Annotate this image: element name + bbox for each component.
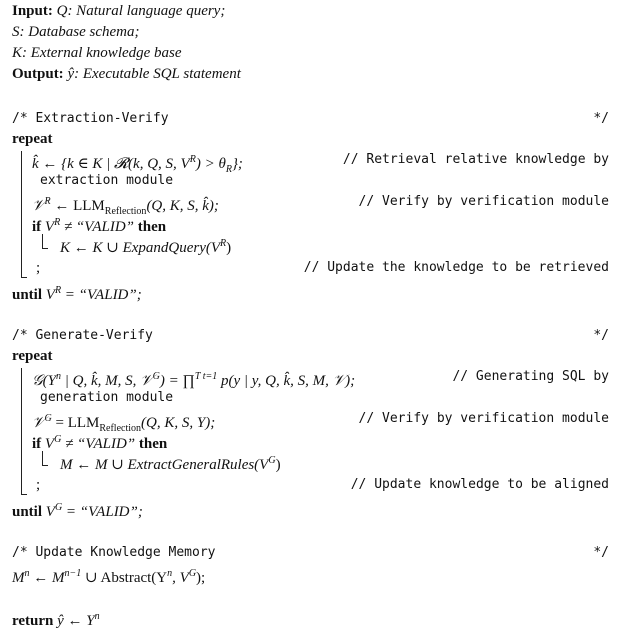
extraction-verify: 𝒱$^R$ ← $LLM_{Reflection}(Q$, K, S, k̂);: [32, 196, 219, 217]
generate-if: if $V^G$ ≠ “VALID” then: [32, 434, 168, 452]
generate-model-comment: // Generating SQL by: [452, 369, 609, 384]
output-text: ŷ: Executable SQL statement: [67, 66, 241, 82]
extraction-retrieve: k̂ ← {k ∈ K | 𝓡(k, Q, S, $V^R) > \theta_R$};: [32, 154, 243, 175]
knowledge-line: K: External knowledge base: [12, 45, 182, 61]
extraction-retrieve-comment-cont: extraction module: [40, 173, 174, 188]
generate-scope-bar: [21, 368, 22, 494]
schema-line: S: Database schema;: [12, 24, 140, 40]
extraction-until: until $V^R$ = “VALID”;: [12, 285, 142, 303]
generate-semi-comment: // Update knowledge to be aligned: [350, 477, 609, 492]
input-label: Input:: [12, 3, 53, 19]
extraction-verify-comment: // Verify by verification module: [358, 194, 609, 209]
extraction-scope-bar: [21, 151, 22, 277]
generate-scope-foot: [21, 494, 27, 495]
generate-model: $𝒢(Y^n$ | Q, k̂, M, S, 𝒱$^G$) = ∏$^{T t=1}$ p(y | y, Q, k̂, S, M, 𝒱);: [32, 371, 356, 389]
extraction-semi: ;: [36, 260, 41, 276]
generate-repeat: repeat: [12, 348, 53, 364]
generate-extract-rules: M ← M ∪ $ExtractGeneralRules(V^G)$: [60, 455, 281, 473]
generate-then-bar-foot: [42, 465, 48, 466]
return-line: return ŷ ← $Y^n$: [12, 611, 100, 629]
extraction-semi-comment: // Update the knowledge to be retrieved: [303, 260, 609, 275]
generate-verify-comment: // Verify by verification module: [358, 411, 609, 426]
generate-model-comment-cont: generation module: [40, 390, 174, 405]
extraction-if: if $V^R$ ≠ “VALID” then: [32, 217, 167, 235]
generate-comment-close: */: [593, 328, 609, 343]
extraction-comment: /* Extraction-Verify: [12, 111, 169, 126]
output-label: Output:: [12, 66, 64, 82]
extraction-expand: K ← K ∪ $ExpandQuery(V^R)$: [60, 238, 232, 256]
extraction-repeat: repeat: [12, 131, 53, 147]
generate-then-bar: [42, 451, 43, 465]
generate-until: until $V^G$ = “VALID”;: [12, 502, 143, 520]
generate-semi: ;: [36, 477, 41, 493]
extraction-comment-close: */: [593, 111, 609, 126]
memory-update: $M^n$ ← $M^{n-1}$ ∪ $Abstract(Y^n$, $V^G$);: [12, 568, 206, 586]
extraction-retrieve-comment: // Retrieval relative knowledge by: [342, 152, 609, 167]
output-line: [12, 65, 241, 83]
generate-comment: /* Generate-Verify: [12, 328, 153, 343]
memory-comment-close: */: [593, 545, 609, 560]
extraction-scope-foot: [21, 277, 27, 278]
input-q: Q: Natural language query;: [56, 3, 226, 19]
input-line: [12, 2, 225, 20]
generate-verify: 𝒱$^G$ = $LLM_{Reflection}(Q$, K, S, Y);: [32, 413, 216, 434]
memory-comment: /* Update Knowledge Memory: [12, 545, 216, 560]
extraction-then-bar-foot: [42, 248, 48, 249]
extraction-then-bar: [42, 234, 43, 248]
